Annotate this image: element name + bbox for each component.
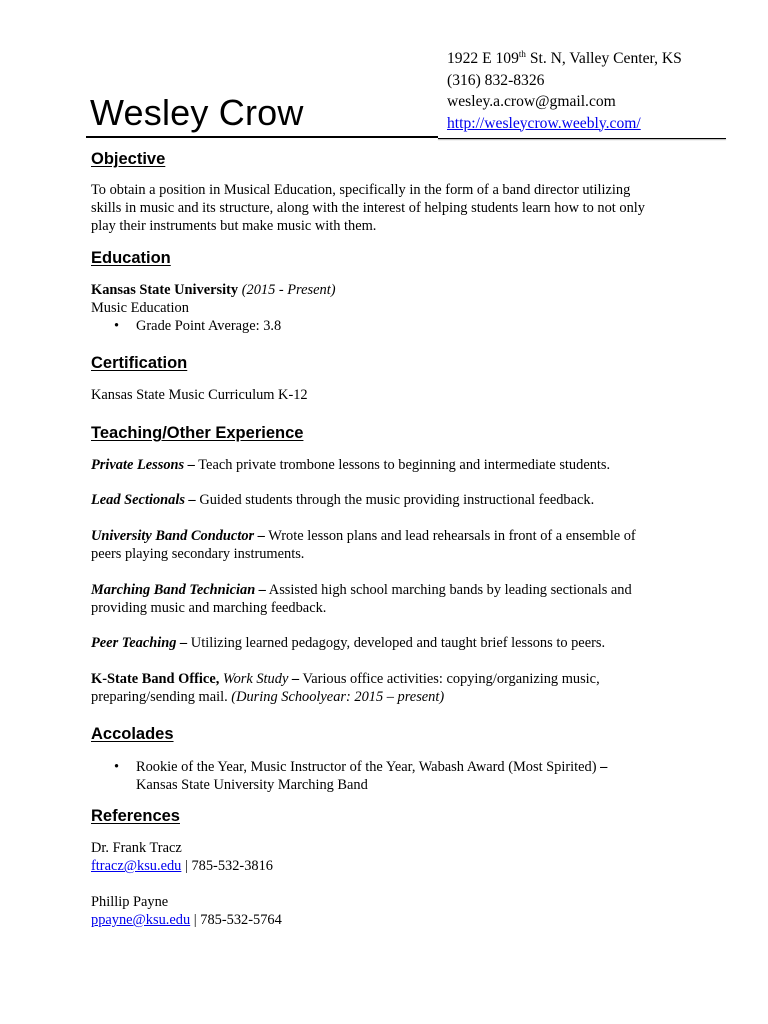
- reference-phone: 785-532-5764: [200, 912, 282, 928]
- accolade-org: Kansas State University Marching Band: [136, 777, 368, 793]
- address-street: 1922 E 109: [447, 50, 519, 67]
- experience-dates: (During Schoolyear: 2015 – present): [231, 689, 445, 705]
- experience-desc: Teach private trombone lessons to beginning and intermediate students.: [194, 457, 611, 473]
- experience-item: [91, 456, 691, 474]
- experience-title: Marching Band Technician –: [91, 582, 266, 598]
- experience-item: [91, 581, 691, 617]
- section-heading-references: References: [91, 807, 180, 825]
- accolades-block: [91, 758, 691, 794]
- experience-desc: Guided students through the music providing instructional feedback.: [195, 492, 595, 508]
- reference-separator: |: [190, 912, 201, 928]
- address-line: [447, 48, 682, 70]
- website-link[interactable]: http://wesleycrow.weebly.com/: [447, 114, 641, 132]
- reference-email-link[interactable]: ftracz@ksu.edu: [91, 858, 182, 874]
- accolade-dash: –: [596, 759, 608, 775]
- objective-line: To obtain a position in Musical Education, specifically in the form of a band director utilizing: [91, 182, 631, 198]
- experience-desc: Various office activities: copying/organizing music,: [299, 671, 600, 687]
- experience-title: K-State Band Office,: [91, 671, 220, 687]
- objective-text: [91, 181, 691, 235]
- certification-item: Kansas State Music Curriculum K-12: [91, 387, 308, 403]
- experience-title: Peer Teaching –: [91, 635, 188, 651]
- address-ordinal: th: [518, 49, 526, 59]
- reference-item: [91, 893, 691, 929]
- experience-item: [91, 491, 691, 509]
- gpa: Grade Point Average: 3.8: [136, 318, 282, 334]
- bullet-icon: •: [114, 318, 120, 334]
- experience-desc: Assisted high school marching bands by leading sectionals and: [266, 582, 632, 598]
- reference-name: Dr. Frank Tracz: [91, 840, 182, 856]
- reference-email-link[interactable]: ppayne@ksu.edu: [91, 912, 191, 928]
- experience-dash: –: [288, 671, 300, 687]
- experience-desc: preparing/sending mail.: [91, 689, 232, 705]
- reference-name: Phillip Payne: [91, 894, 169, 910]
- header-divider-left: [86, 136, 438, 138]
- experience-item: [91, 527, 691, 563]
- bullet-icon: •: [114, 759, 120, 775]
- section-heading-certification: Certification: [91, 354, 188, 372]
- school-dates: (2015 - Present): [238, 282, 336, 298]
- accolade-text: Rookie of the Year, Music Instructor of the Year, Wabash Award (Most Spirited): [136, 759, 597, 775]
- section-heading-education: Education: [91, 249, 171, 267]
- experience-title: Lead Sectionals –: [91, 492, 196, 508]
- experience-title: Private Lessons –: [91, 457, 195, 473]
- section-heading-experience: Teaching/Other Experience: [91, 424, 304, 442]
- experience-desc: Utilizing learned pedagogy, developed and taught brief lessons to peers.: [187, 635, 606, 651]
- education-block: [91, 281, 691, 335]
- objective-line: skills in music and its structure, along with the interest of helping students learn how to not only: [91, 200, 645, 216]
- experience-desc: providing music and marching feedback.: [91, 600, 327, 616]
- phone-number: (316) 832-8326: [447, 71, 545, 89]
- experience-item: [91, 634, 691, 652]
- section-heading-accolades: Accolades: [91, 725, 174, 743]
- header-divider-right: [438, 138, 726, 139]
- reference-phone: 785-532-3816: [191, 858, 273, 874]
- objective-line: play their instruments but make music with them.: [91, 218, 377, 234]
- contact-block: [447, 48, 682, 134]
- experience-desc: Wrote lesson plans and lead rehearsals in front of a ensemble of: [264, 528, 636, 544]
- reference-item: [91, 839, 691, 875]
- major: Music Education: [91, 300, 189, 316]
- reference-separator: |: [181, 858, 192, 874]
- email-address: wesley.a.crow@gmail.com: [447, 93, 616, 110]
- section-heading-objective: Objective: [91, 150, 166, 168]
- experience-desc: peers playing secondary instruments.: [91, 546, 305, 562]
- candidate-name: Wesley Crow: [90, 92, 304, 133]
- address-city: St. N, Valley Center, KS: [525, 50, 682, 67]
- school-name: Kansas State University: [91, 282, 239, 298]
- experience-title: University Band Conductor –: [91, 528, 265, 544]
- experience-item: [91, 670, 691, 706]
- experience-role: Work Study: [219, 671, 289, 687]
